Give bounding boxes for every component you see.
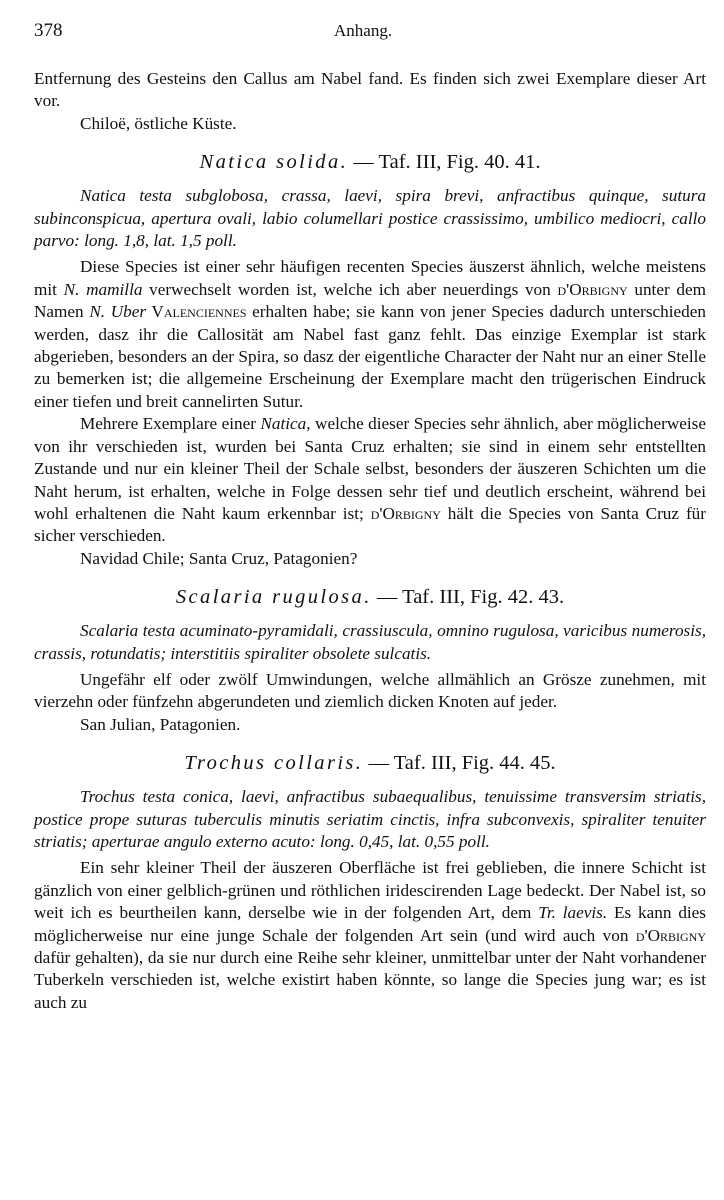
author-name: d'Orbigny — [557, 279, 628, 299]
intro-paragraph: Entfernung des Gesteins den Callus am Nabel fand. Es finden sich zwei Exemplare dieser Art vor. — [34, 69, 706, 111]
paragraph-natica-2 — [34, 413, 706, 547]
text-run: welche dieser Species sehr ähnlich, aber möglicherweise von ihr verschieden ist, wurden bei Santa Cruz erhalten; sie sind in einem sehr entstellten Zustande und nur ein kleiner Theil der Schale selbst, besonders der äuszeren Schichten um die Naht herum, ist erhalten, welche in Folge dessen sehr tief und deutlich erscheint, während bei wohl erhaltenen die Naht kaum erkennbar ist; — [34, 414, 706, 523]
species-name: Natica solida. — [199, 151, 349, 174]
text-run: Es kann dies möglicherweise nur eine junge Schale der folgenden Art sein (und wird auch von — [34, 903, 706, 945]
text-run: Ein sehr kleiner Theil der äuszeren Oberfläche ist frei geblieben, die innere Schicht ist gänzlich von einer gelblich-grünen und röthlichen iridescirenden Lage bedeckt. Der Nabel ist, so weit ich es beurtheilen kann, derselbe wie in der folgenden Art, dem — [34, 858, 706, 923]
page-number: 378 — [34, 20, 63, 41]
italic-run: Tr. laevis. — [538, 903, 608, 923]
section-heading-scalaria — [34, 584, 706, 610]
intro-locality: Chiloë, östliche Küste. — [80, 113, 237, 133]
text-run: Diese Species ist einer sehr häufigen recenten Species äuszerst ähnlich, welche meistens mit — [34, 257, 706, 299]
latin-diagnosis-natica: Natica testa subglobosa, crassa, laevi, spira brevi, anfractibus quinque, sutura subinconspicua, apertura ovali, labio columellari postice crassissimo, umbilico mediocri, callo parvo: long. 1,8, lat. 1,5 poll. — [34, 186, 706, 251]
section-heading-trochus — [34, 750, 706, 776]
section-heading-natica — [34, 149, 706, 175]
book-page — [34, 14, 706, 1014]
plate-reference: — Taf. III, Fig. 44. 45. — [363, 752, 556, 775]
locality-scalaria: San Julian, Patagonien. — [80, 714, 241, 734]
plate-reference: — Taf. III, Fig. 40. 41. — [348, 151, 541, 174]
paragraph-natica-1 — [34, 256, 706, 413]
author-name: d'Orbigny — [635, 925, 706, 945]
plate-reference: — Taf. III, Fig. 42. 43. — [371, 586, 565, 609]
species-name: Trochus collaris. — [184, 752, 364, 775]
latin-diagnosis-trochus: Trochus testa conica, laevi, anfractibus subaequalibus, tenuissime transversim striatis, postice prope suturas tuberculis minutis seriatim cinctis, infra subconvexis, spiraliter tenuiter striatis; aperturae angulo externo acuto: long. 0,45, lat. 0,55 poll. — [34, 787, 706, 851]
locality-natica: Navidad Chile; Santa Cruz, Patagonien? — [80, 548, 358, 568]
text-run: dafür gehalten), da sie nur durch eine Reihe sehr kleiner, unmittelbar unter der Naht vorhandener Tuberkeln verschieden ist, welche existirt haben könnte, so lange die Species jung war; es ist auch zu — [34, 948, 706, 1012]
running-title: Anhang. — [334, 21, 393, 40]
author-name: Valenciennes — [146, 302, 247, 322]
text-run: verwechselt worden ist, welche ich aber neuerdings von — [142, 279, 558, 299]
text-run: unter dem Namen — [34, 279, 706, 322]
paragraph-trochus-1 — [34, 857, 706, 1014]
latin-diagnosis-scalaria: Scalaria testa acuminato-pyramidali, crassiuscula, omnino rugulosa, varicibus numerosis, crassis, rotundatis; interstitiis spiraliter obsolete sulcatis. — [34, 621, 706, 663]
italic-run: Natica, — [260, 414, 311, 434]
species-name: Scalaria rugulosa. — [175, 586, 372, 609]
running-head — [34, 14, 706, 44]
author-name: d'Orbigny — [370, 503, 441, 523]
italic-run: N. mamilla — [63, 279, 143, 299]
text-run: erhalten habe; sie kann von jener Species dadurch unterschieden werden, dasz ihr die Callosität am Nabel fast ganz fehlt. Das einzige Exemplar ist stark abgerieben, besonders an der Spira, so dasz der eigentliche Character der Naht nur an einer Stelle zu bemerken ist; die allgemeine Erscheinung der Exemplare macht den trügerischen Eindruck einer tiefen und breit cannelirten Sutur. — [34, 302, 706, 411]
text-run: Mehrere Exemplare einer — [80, 414, 261, 434]
paragraph-scalaria-1: Ungefähr elf oder zwölf Umwindungen, welche allmählich an Grösze zunehmen, mit vierzehn oder fünfzehn abgerundeten und ziemlich dicken Knoten auf jeder. — [34, 669, 706, 712]
text-run: hält die Species von Santa Cruz für sicher verschieden. — [34, 503, 706, 546]
italic-run: N. Uber — [89, 302, 147, 322]
